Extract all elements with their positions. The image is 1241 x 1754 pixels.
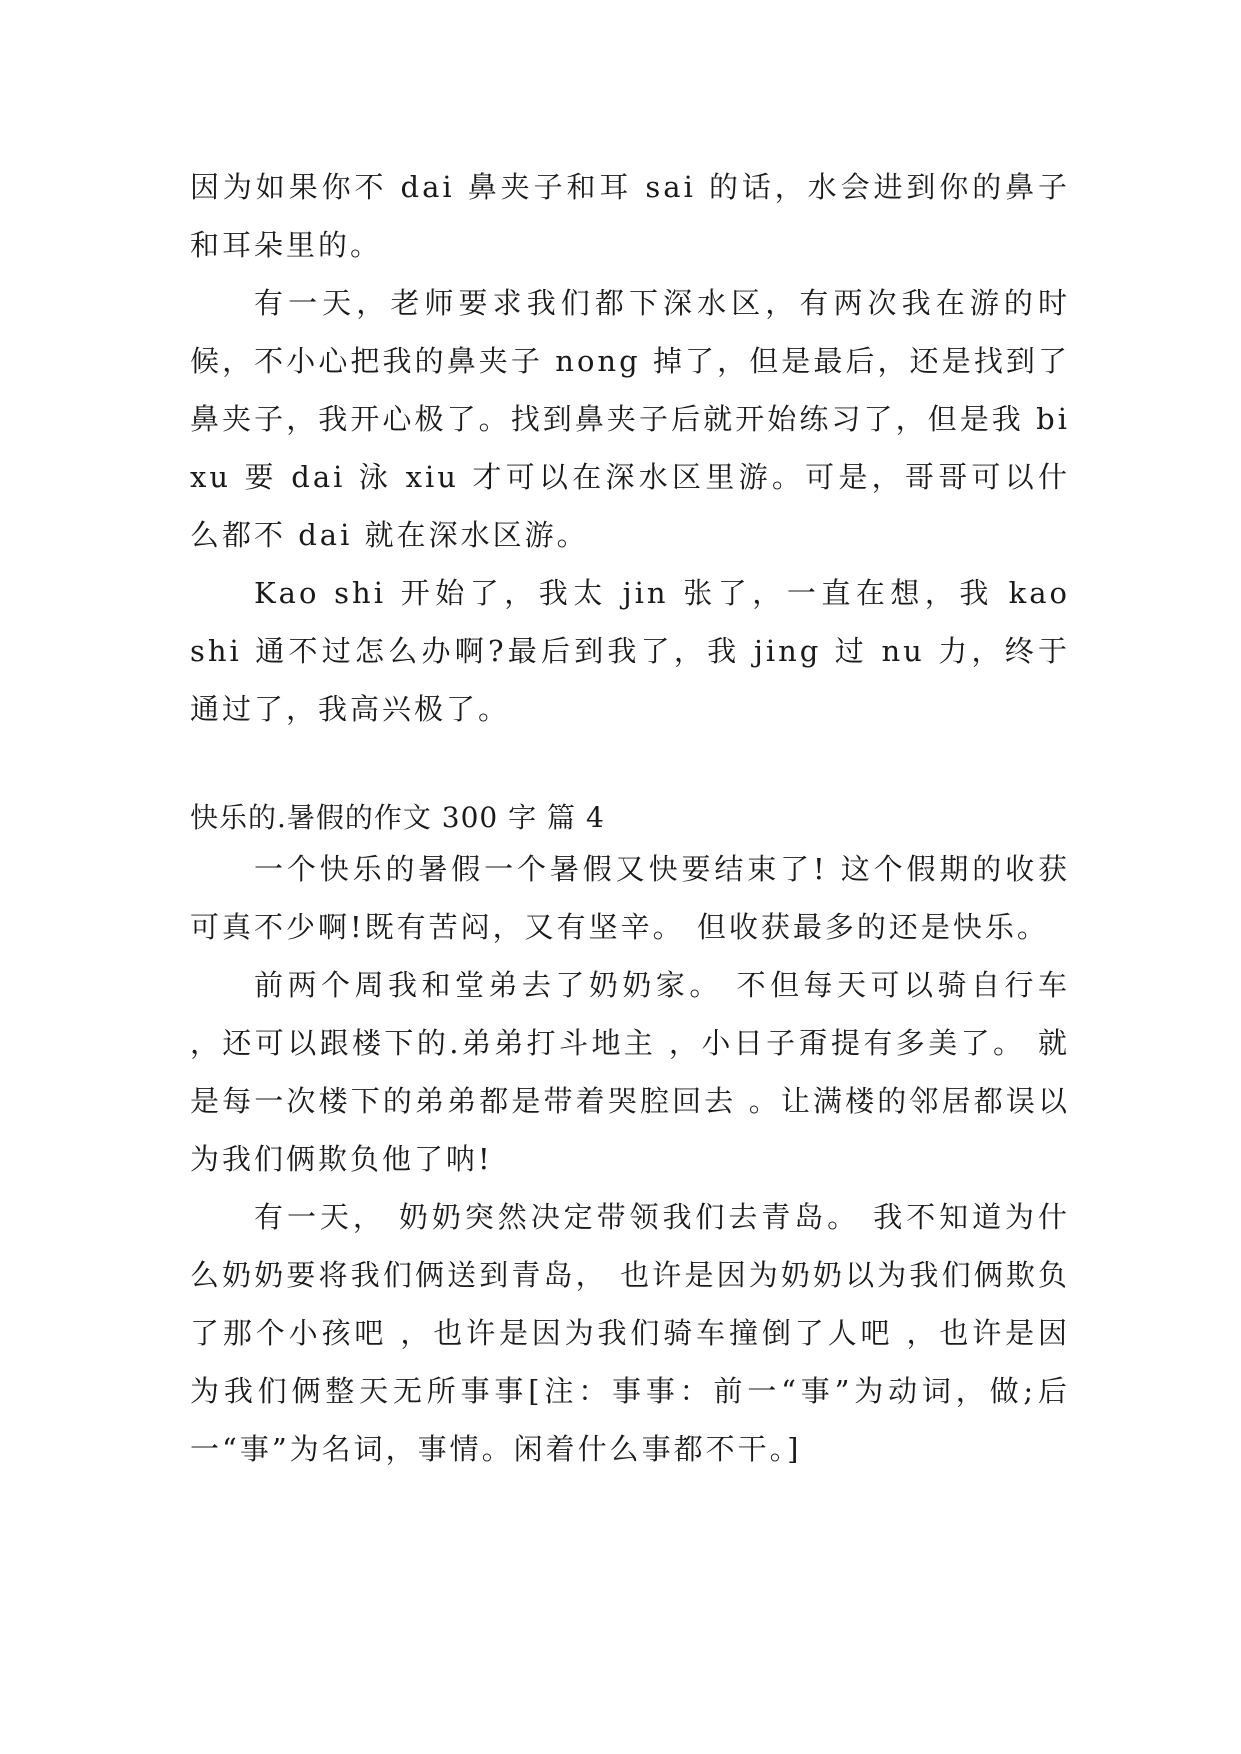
- paragraph: 有一天， 奶奶突然决定带领我们去青岛。 我不知道为什么奶奶要将我们俩送到青岛， 也许是因为奶奶以为我们俩欺负了那个小孩吧 ，也许是因为我们骑车撞倒了人吧 ，也许是因为我们俩整天无所事事[注：事事：前一“事”为动词，做;后一“事”为名词，事情。闲着什么事都不干。]: [190, 1200, 1070, 1466]
- paragraph: 一个快乐的暑假一个暑假又快要结束了! 这个假期的收获可真不少啊!既有苦闷，又有坚辛。 但收获最多的还是快乐。: [190, 852, 1070, 944]
- paragraph-continued: 因为如果你不 dai 鼻夹子和耳 sai 的话，水会进到你的鼻子和耳朵里的。: [190, 170, 1070, 262]
- section-2-body: [190, 840, 1070, 1478]
- paragraph: 有一天，老师要求我们都下深水区，有两次我在游的时候，不小心把我的鼻夹子 nong 掉了，但是最后，还是找到了鼻夹子，我开心极了。找到鼻夹子后就开始练习了，但是我 bi xu 要 dai 泳 xiu 才可以在深水区里游。可是，哥哥可以什么都不 dai 就在深水区游。: [190, 286, 1070, 552]
- section-heading: 快乐的.暑假的作文 300 字 篇 4: [190, 801, 605, 834]
- section-1-body: [190, 158, 1070, 738]
- paragraph: 前两个周我和堂弟去了奶奶家。 不但每天可以骑自行车 ，还可以跟楼下的.弟弟打斗地主 ，小日子甭提有多美了。 就是每一次楼下的弟弟都是带着哭腔回去 。让满楼的邻居都误以为我们俩欺负他了呐!: [190, 968, 1070, 1176]
- paragraph: Kao shi 开始了，我太 jin 张了，一直在想，我 kao shi 通不过怎么办啊?最后到我了，我 jing 过 nu 力，终于通过了，我高兴极了。: [190, 576, 1070, 726]
